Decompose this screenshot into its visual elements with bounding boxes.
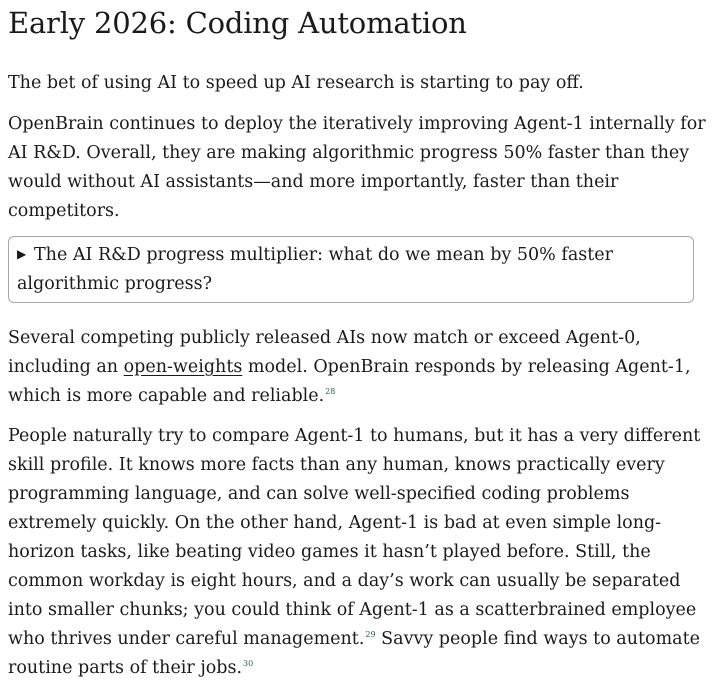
p3-text-end: model. OpenBrain responds by releasing Agent-1, which is more capable and reliable. bbox=[8, 357, 691, 406]
p3-text-start: Several competing publicly released AIs now match or exceed Agent-0, including an bbox=[8, 328, 641, 377]
paragraph-intro: The bet of using AI to speed up AI research is starting to pay off. bbox=[8, 73, 584, 93]
paragraph-openbrain: OpenBrain continues to deploy the iteratively improving Agent-1 internally for AI R&D. Overall, they are making algorithmic progress 50% faster than they would without AI assistants—and more importantly, faster than their competitors. bbox=[8, 114, 706, 221]
paragraph-competitors bbox=[8, 324, 710, 411]
disclosure-triangle-icon[interactable]: ▶ bbox=[17, 247, 27, 261]
footnote-29-link[interactable]: 29 bbox=[365, 630, 376, 639]
open-weights-link[interactable]: open-weights bbox=[123, 357, 243, 377]
details-summary[interactable]: The AI R&D progress multiplier: what do we mean by 50% faster algorithmic progress? bbox=[17, 245, 613, 294]
p4-text-part1: People naturally try to compare Agent-1 to humans, but it has a very different skill profile. It knows more facts than any human, knows practically every programming language, and can solve well-specified coding problems extremely quickly. On the other hand, Agent-1 is bad at even simple long-horizon tasks, like beating video games it hasn’t played before. Still, the common workday is eight hours, and a day’s work can usually be separated into smaller chunks; you could think of Agent-1 as a scatterbrained employee who thrives under careful management. bbox=[8, 426, 701, 649]
section-heading: Early 2026: Coding Automation bbox=[8, 6, 467, 40]
progress-multiplier-details[interactable] bbox=[8, 236, 694, 303]
p4-text-part2: Savvy people find ways to automate routine parts of their jobs. bbox=[8, 629, 700, 678]
paragraph-agent1-profile bbox=[8, 422, 710, 683]
footnote-30-link[interactable]: 30 bbox=[243, 659, 254, 668]
footnote-28-link[interactable]: 28 bbox=[325, 387, 336, 396]
